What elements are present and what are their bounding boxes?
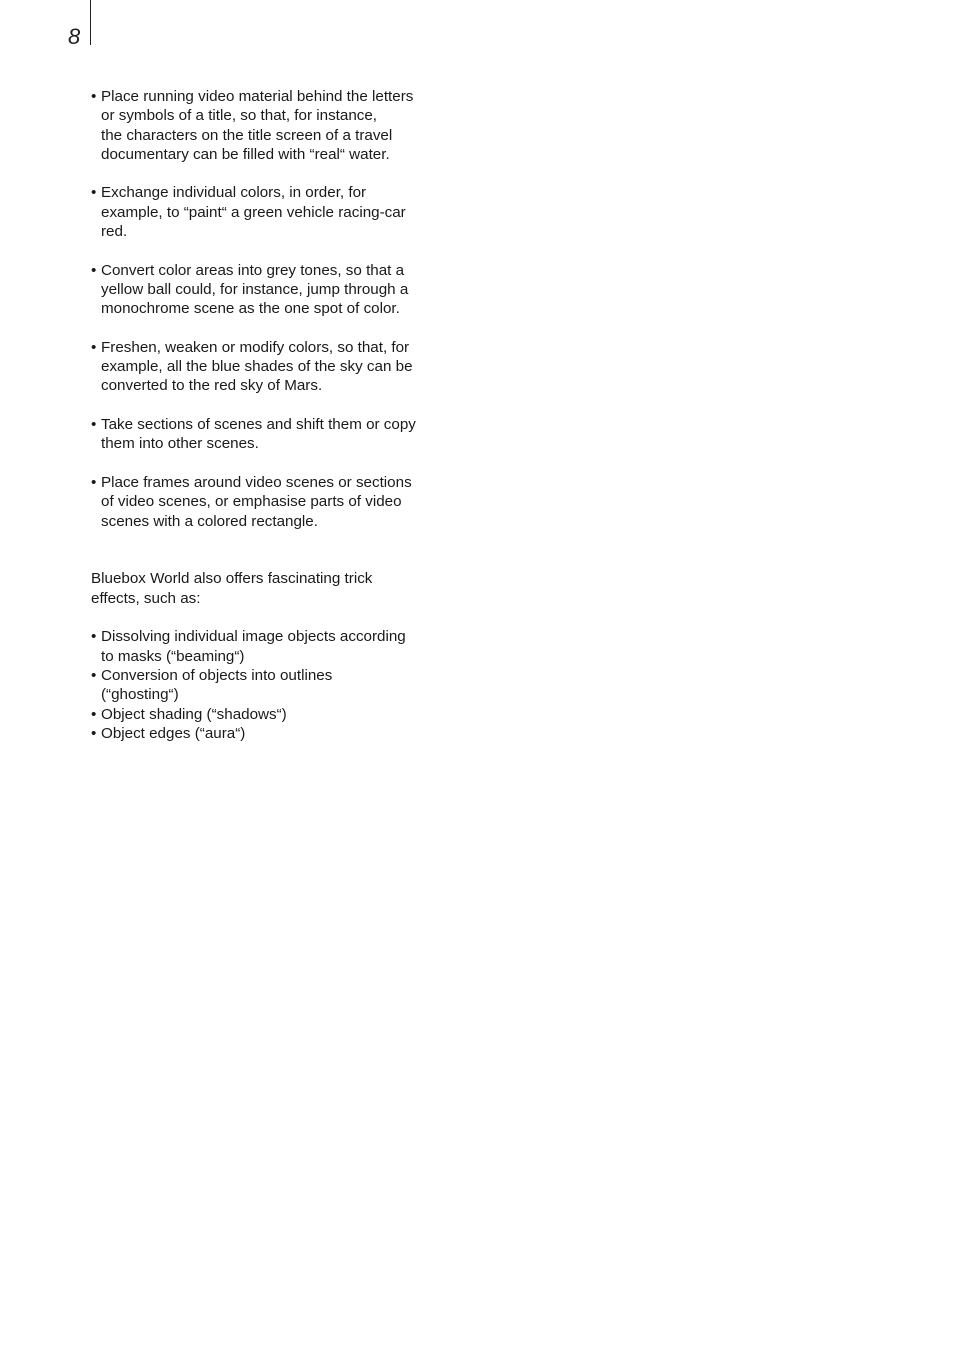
effect-item-aura: • Object edges (“aura“)	[91, 724, 471, 743]
trick-effects-intro: Bluebox World also offers fascinating trick effects, such as:	[91, 570, 373, 607]
feature-list	[91, 87, 471, 531]
feature-item-shift-sections: • Take sections of scenes and shift them or copy them into other scenes.	[91, 415, 471, 454]
header-divider	[90, 0, 91, 45]
effect-item-ghosting: • Conversion of objects into outlines (“ghosting“)	[91, 666, 471, 705]
feature-item-exchange-colors: • Exchange individual colors, in order, for example, to “paint“ a green vehicle racing-car red.	[91, 183, 471, 241]
feature-item-frames: • Place frames around video scenes or sections of video scenes, or emphasise parts of video scenes with a colored rectangle.	[91, 473, 471, 531]
trick-effects-list	[91, 627, 471, 743]
effect-item-beaming: • Dissolving individual image objects according to masks (“beaming“)	[91, 627, 471, 666]
effect-item-shadows: • Object shading (“shadows“)	[91, 705, 471, 724]
feature-item-modify-colors: • Freshen, weaken or modify colors, so that, for example, all the blue shades of the sky can be converted to the red sky of Mars.	[91, 338, 471, 396]
main-content	[91, 87, 471, 743]
feature-item-video-behind-title: • Place running video material behind the letters or symbols of a title, so that, for instance, the characters on the title screen of a travel documentary can be filled with “real“ water.	[91, 87, 471, 164]
page-number: 8	[68, 24, 81, 49]
feature-item-grey-tones: • Convert color areas into grey tones, so that a yellow ball could, for instance, jump through a monochrome scene as the one spot of color.	[91, 261, 471, 319]
